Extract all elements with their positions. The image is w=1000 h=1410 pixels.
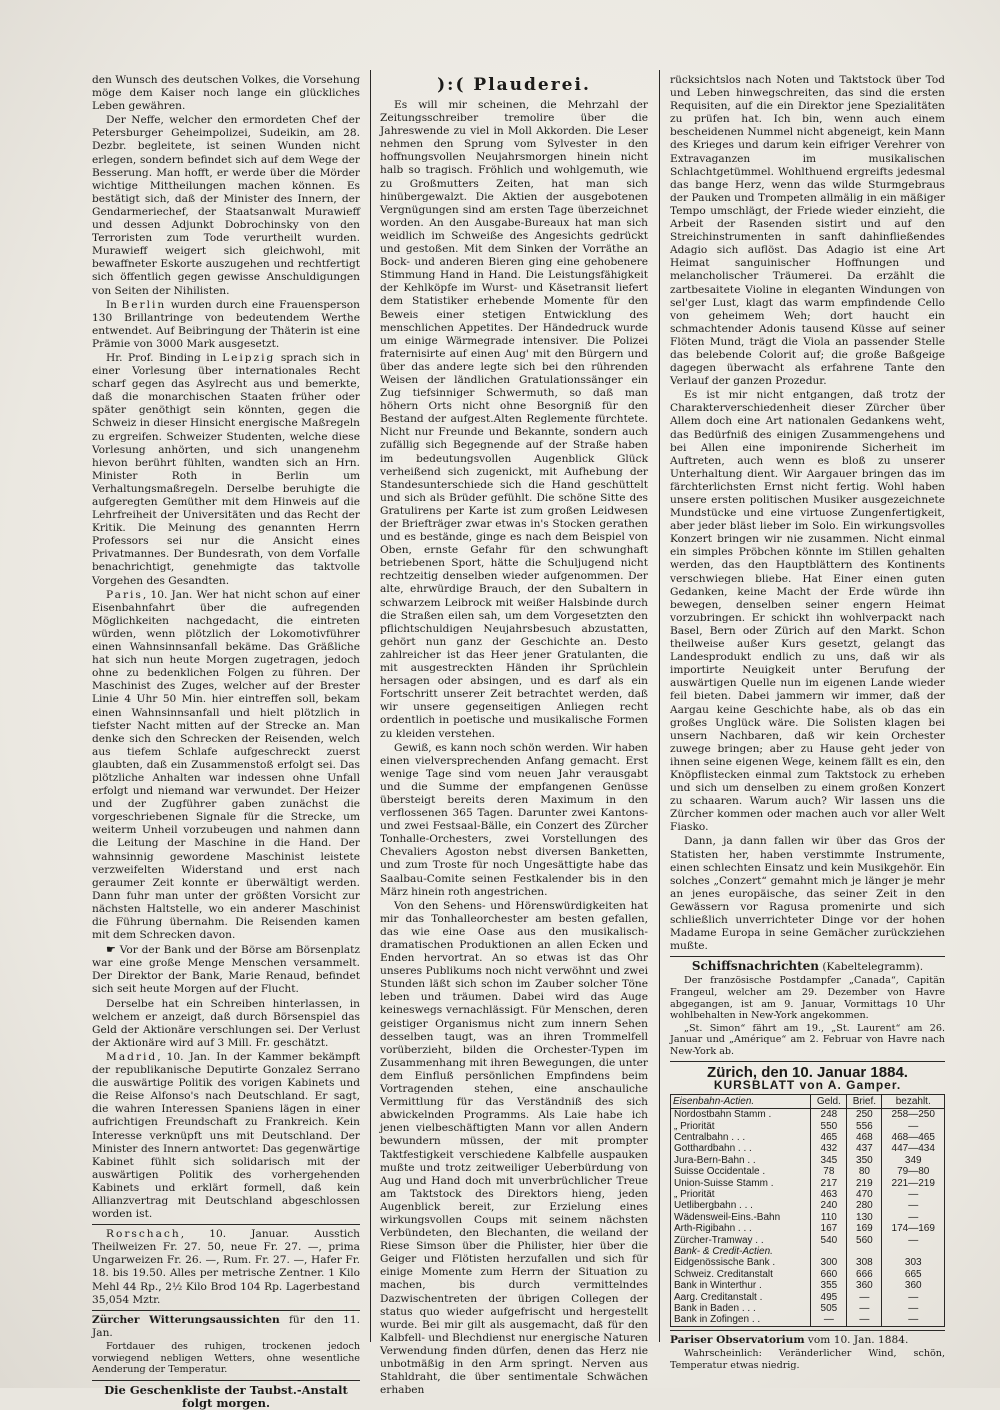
news-text: wurden durch eine Frauensperson 130 Brillantringe von bedeutendem Werthe entwendet. Auf Beibringung der Thäterin ist eine Prämie von 3000 Mark ausgesetzt. <box>92 298 360 350</box>
article-paragraph: rücksichtslos nach Noten und Taktstock über Tod und Leben hinwegschreiten, das sind die ersten Requisiten, auf die ein Direktor jene Spezialitäten zu prüfen hat. Ich bin, wenn auch einem bescheidenen Nummel nicht abgeneigt, kein Mann des Krieges und darum kein eifriger Verehrer von Extravaganzen im musikalischen Schlachtgetümmel. Wohlthuend ergreifts jedesmal das bange Herz, wenn das wilde Sturmgebraus der Pauken und Trompeten allmälig in ein mäßiger Tempo umschlägt, der Friede wieder einzieht, die Arbeit der Rasenden sistirt und auf den Streichinstrumenten in sanft dahinfließendes Adagio sich auflöst. Das Adagio ist eine Art Heimat sanguinischer Hoffnungen und melancholischer Träumerei. Da erzählt die zartbesaitete Violine in eleganten Windungen von sel'ger Lust, klagt das warm empfindende Cello von geheimem Weh; dort haucht ein schmachtender Adonis tausend Küsse auf seiner Flöten Mund, trägt die Viola an passender Stelle das belebende Colorit auf; die große Baßgeige dagegen überwacht als erfahrene Tante den Verlauf der ganzen Prozedur. <box>670 74 946 388</box>
news-paragraph <box>92 943 360 996</box>
table-cell-bezahlt: 349 <box>882 1155 945 1166</box>
table-cell-bezahlt: — <box>882 1200 945 1211</box>
table-cell-bezahlt: — <box>882 1212 945 1223</box>
news-paragraph <box>92 299 360 351</box>
news-text: Hr. Prof. Binding in <box>106 351 217 364</box>
table-cell-name: Zürcher-Tramway . . <box>671 1235 811 1246</box>
table-cell-bezahlt: 303 <box>882 1257 945 1268</box>
news-paragraph: Derselbe hat ein Schreiben hinterlassen, in welchem er anzeigt, daß durch Börsenspiel das Geld der Aktionäre verschlungen sei. Der Verlust der Aktionäre wird auf 3 Mill. Fr. geschätzt. <box>92 997 360 1049</box>
table-section-row <box>671 1246 945 1257</box>
table-cell-brief: 219 <box>847 1178 882 1189</box>
table-cell-name: Nordostbahn Stamm . <box>671 1109 811 1121</box>
news-text: , 10. Jan. Wer hat nicht schon auf einer Eisenbahnfahrt über die aufregenden Möglichkeiten nachgedacht, die eintreten würden, wenn plötzlich der Lokomotivführer einen Wahnsinnsanfall bekäme. Das Gräßliche hat sich nun heute Morgen zugetragen, jedoch ohne zu bedenklichen Folgen zu führen. Der Maschinist des Zuges, welcher auf der Brester Linie 4 Uhr 50 Min. hier eintreffen soll, bekam einen Wahnsinnsanfall und hielt plötzlich in tiefster Nacht mitten auf der Strecke an. Man denke sich den Schrecken der Reisenden, welch aus tiefem Schlafe aufgeschreckt zuerst glaubten, daß ein Zusammenstoß erfolgt sei. Das plötzliche Anhalten war indessen ohne Unfall erfolgt und niemand war verwundet. Der Heizer und der Zugführer gaben zunächst die vorgeschriebenen Signale für die Strecke, um weiterm Unheil vorzubeugen und nahmen dann die Leitung der Maschine in die Hand. Der wahnsinnig gewordene Maschinist leistete verzweifelten Widerstand und erst nach geraumer Zeit konnte er überwältigt werden. Dann fuhr man unter der größten Vorsicht zur nächsten Haltstelle, wo ein anderer Maschinist die Führung übernahm. Die Reisenden kamen mit dem Schrecken davon. <box>92 588 360 942</box>
column-rule-left <box>370 70 371 1342</box>
table-cell-name: Jura-Bern-Bahn . . <box>671 1155 811 1166</box>
news-text: , 10. Januar. Ausstich Theilweizen Fr. 27. 50, neue Fr. 27. —, prima Ungarweizen Fr. 26. —, Rum. Fr. 27. —, Hafer Fr. 18. bis 19.50. Alles per metrische Zentner. 1 Kilo Mehl 44 Rp., 2½ Kilo Brod 104 Rp. Lagerbestand 35,054 Mztr. <box>92 1228 360 1306</box>
table-cell-bezahlt: — <box>882 1235 945 1246</box>
table-row <box>671 1166 945 1177</box>
table-row <box>671 1189 945 1200</box>
table-cell-bezahlt: 447—434 <box>882 1143 945 1154</box>
market-paragraph <box>92 1228 360 1307</box>
observatory-heading <box>670 1334 945 1347</box>
news-paragraph <box>92 352 360 588</box>
table-cell-geld: 345 <box>811 1155 847 1166</box>
table-cell-name: „ Priorität <box>671 1121 811 1132</box>
table-cell-bezahlt: — <box>882 1314 945 1326</box>
table-cell-brief: 560 <box>847 1235 882 1246</box>
table-row <box>671 1314 945 1326</box>
dateline-place: Madrid <box>106 1050 158 1063</box>
table-cell-name: Uetlibergbahn . . . <box>671 1200 811 1211</box>
table-cell-brief: 169 <box>847 1223 882 1234</box>
article-paragraph: Von den Sehens- und Hörenswürdigkeiten hat mir das Tonhalleorchester am besten gefallen, das wie eine Oase aus den musikalisch-dramatischen Produktionen an allen Ecken und Enden hervortrat. An so etwas ist das Ohr unseres Publikums noch nicht verwöhnt und zwei Stunden läßt sich schon im Zauber solcher Töne leben und träumen. Dabei wird das Auge keineswegs vernachlässigt. Für Menschen, deren geistiger Organismus nicht zum innern Sehen desselben taugt, was an ihren Trommelfell vorüberzieht, bilden die Orchester-Typen im Zusammenhang mit ihren Bewegungen, die unter dem Einfluß persönlichen Empfindens beim Vortragenden stehen, eine anschauliche Vermittlung für das Verständniß des sich abwickelnden Programms. Als Laie habe ich jenen vielbeschäftigten Mann vor allen Andern bewundern müssen, der mit prompter Taktfestigkeit verschiedene Kalbfelle auspauken mußte und trotz zeitweiliger Ueberbürdung von Aug und Hand doch mit unverbrüchlicher Treue am Taktstock des Direktors hieng, jeden Augenblick bereit, zur Erzielung eines wirkungsvollen Coups mit seinem nächsten Verbündeten, den Blechanten, die weiland der Riese Simson über die Philister, hier über die Geiger und Flötisten herzufallen und sich für einige Momente zum Herrn der Situation zu machen, bis durch vermittelndes Dazwischentreten der übrigen Collegen der status quo wieder aufgefrischt und hergestellt wurde. Bei mir gilt als ausgemacht, daß für den Kalbfell- und Blechdienst nur energische Naturen Verwendung finden dürfen, denen das Herz nie unbotmäßig in den Arm springt. Nerven aus Stahldraht, die über sentimentale Schwächen erhaben <box>380 899 648 1397</box>
table-row <box>671 1200 945 1211</box>
table-cell-name: Gotthardbahn . . . <box>671 1143 811 1154</box>
dateline-place: Leipzig <box>222 351 276 364</box>
table-cell-brief: 470 <box>847 1189 882 1200</box>
bottom-notice: Die Geschenkliste der Taubst.-Anstalt folgt morgen. <box>92 1380 360 1410</box>
table-cell-geld: 300 <box>811 1257 847 1268</box>
table-cell-brief: — <box>847 1292 882 1303</box>
kursblatt-title: KURSBLATT von A. Gamper. <box>713 1077 902 1092</box>
column-header: Brief. <box>847 1094 882 1108</box>
table-cell-brief: 280 <box>847 1200 882 1211</box>
table-cell-name: Suisse Occidentale . <box>671 1166 811 1177</box>
table-cell-geld: 248 <box>811 1109 847 1121</box>
table-cell-name: Union-Suisse Stamm . <box>671 1178 811 1189</box>
table-row <box>671 1109 945 1121</box>
table-section-label: Bank- & Credit-Actien. <box>671 1246 811 1257</box>
news-text: , 10. Jan. In der Kammer bekämpft der republikanische Deputirte Gonzalez Serrano die auswärtige Politik des vorigen Kabinets und die Reise Alfonso's nach Deutschland. Er sagt, die wahren Interessen Spaniens lägen in einer aufrichtigen Freundschaft zu Frankreich. Kein Interesse verknüpft uns mit Deutschland. Der Minister des Innern antwortet: Das gegenwärtige Kabinet fühlt sich solidarisch mit der auswärtigen Politik des vorhergehenden Kabinets und erklärt formell, daß kein Allianzvertrag mit Deutschland abgeschlossen worden ist. <box>92 1050 360 1221</box>
observatory-text: Wahrscheinlich: Veränderlicher Wind, schön, Temperatur etwas niedrig. <box>670 1347 945 1371</box>
table-cell-bezahlt: — <box>882 1303 945 1314</box>
stock-table-body <box>671 1109 945 1327</box>
table-cell-bezahlt: 360 <box>882 1280 945 1291</box>
table-cell-geld: 550 <box>811 1121 847 1132</box>
table-cell-name: Bank in Winterthur . <box>671 1280 811 1291</box>
table-cell-geld: 660 <box>811 1269 847 1280</box>
table-row <box>671 1257 945 1268</box>
table-cell-brief: 308 <box>847 1257 882 1268</box>
news-text: In <box>106 298 118 311</box>
section-divider <box>92 1310 360 1311</box>
table-cell-brief: 666 <box>847 1269 882 1280</box>
table-cell-geld: 217 <box>811 1178 847 1189</box>
observatory-date: vom 10. Jan. 1884. <box>807 1333 909 1346</box>
table-cell-bezahlt: 79—80 <box>882 1166 945 1177</box>
table-cell-brief: 350 <box>847 1155 882 1166</box>
section-divider <box>92 1224 360 1225</box>
table-cell-geld: 465 <box>811 1132 847 1143</box>
pointing-hand-icon: ☛ <box>106 943 116 957</box>
table-cell-name: Arth-Rigibahn . . . <box>671 1223 811 1234</box>
section-divider <box>670 1061 945 1062</box>
table-cell-bezahlt: 665 <box>882 1269 945 1280</box>
table-header-row <box>671 1094 945 1108</box>
table-cell-brief: 556 <box>847 1121 882 1132</box>
table-cell-name: Schweiz. Creditanstalt <box>671 1269 811 1280</box>
shipping-heading <box>670 960 945 974</box>
section-divider <box>670 1330 945 1331</box>
table-cell-brief: — <box>847 1314 882 1326</box>
article-paragraph: Es ist mir nicht entgangen, daß trotz der Charakterverschiedenheit dieser Zürcher über Allem doch eine Art nationalen Gedankens weht, das Bedürfniß des einigen Zusammengehens und bei Allen eine imponirende Sicherheit im Auftreten, auch wenn es bloß zu unserer Unterhaltung dient. Wir Aargauer bringen das im färchterlichsten Ernst nicht fertig. Wohl haben unsere ersten politischen Musiker ausgezeichnete Mundstücke und eine virtuose Zungenfertigkeit, aber jeder bläst lieber im Solo. Ein wirkungsvolles Konzert bringen wir nie zusammen. Nicht einmal ein simples Pröbchen könnte im Stillen gehalten werden, das den Hauptblättern des Kontinents verschwiegen bliebe. Hat Einer einen guten Gedanken, keine Macht der Erde würde ihn bewegen, denselben seiner engern Heimat vorzubringen. Er schickt ihn wohlverpackt nach Basel, Bern oder Zürich auf den Markt. Schon theilweise außer Kurs gesetzt, gelangt das Landesprodukt endlich zu uns, daß wir als importirte Neuigkeit unter Berufung der auswärtigen Quelle nun im eigenen Lande wieder feil bieten. Dabei jammern wir immer, daß der Aargau keine Geschichte habe, als ob das ein großes Unglück wäre. Die Solisten klagen bei unsern Nachbaren, daß wir kein Orchester zuwege bringen; aber zu Hause geht jeder von ihnen seine eigenen Wege, keinem fällt es ein, den Knöpflistecken einmal zum Taktstock zu erheben und sich um denselben zu einem großen Konzert zu schaaren. Warum auch? Wir lassen uns die Zürcher kommen oder machen auch vor aller Welt Fiasko. <box>670 389 945 834</box>
table-row <box>671 1223 945 1234</box>
weather-title: Zürcher Witterungsaussichten <box>92 1313 280 1326</box>
dateline-place: Paris <box>106 588 143 601</box>
table-row <box>671 1212 945 1223</box>
section-divider <box>670 956 945 957</box>
table-cell-bezahlt: 258—250 <box>882 1109 945 1121</box>
table-row <box>671 1303 945 1314</box>
table-cell-geld: 240 <box>811 1200 847 1211</box>
table-row <box>671 1292 945 1303</box>
table-cell-bezahlt: 174—169 <box>882 1223 945 1234</box>
news-text: Vor der Bank und der Börse am Börsenplatz war eine große Menge Menschen versammelt. Der Direktor der Bank, Marie Renaud, befindet sich seit heute Morgen auf der Flucht. <box>92 944 360 996</box>
article-title: ):( Plauderei. <box>437 75 591 95</box>
column-header: Eisenbahn-Actien. <box>671 1094 811 1108</box>
table-row <box>671 1269 945 1280</box>
observatory-title: Pariser Observatorium <box>670 1333 805 1346</box>
column-header: Geld. <box>811 1094 847 1108</box>
table-cell-empty <box>882 1246 945 1257</box>
table-cell-geld: 78 <box>811 1166 847 1177</box>
table-cell-bezahlt: — <box>882 1292 945 1303</box>
news-paragraph <box>92 1051 360 1221</box>
article-paragraph: Gewiß, es kann noch schön werden. Wir haben einen vielversprechenden Anfang gemacht. Erst wenige Tage sind vom neuen Jahr verausgabt und die Summe der empfangenen Genüsse übersteigt bereits deren Maximum in den verflossenen 365 Tagen. Darunter zwei Kantons- und zwei Festsaal-Bälle, ein Conzert des Zürcher Tonhalle-Orchesters, zwei Vorstellungen des Chevaliers Agoston nebst diversen Banketten, und zum Troste für noch Ungesättigte habe das Saalbau-Comite seinen Festkalender bis in den März hinein roth angestrichen. <box>380 741 648 898</box>
table-row <box>671 1280 945 1291</box>
dateline-place: Berlin <box>121 298 167 311</box>
column-continuation <box>670 74 946 1371</box>
table-cell-geld: 540 <box>811 1235 847 1246</box>
table-cell-name: Bank in Baden . . . <box>671 1303 811 1314</box>
column-rule-right <box>659 70 660 1342</box>
column-news <box>92 74 361 1410</box>
table-cell-empty <box>811 1246 847 1257</box>
table-cell-bezahlt: 221—219 <box>882 1178 945 1189</box>
shipping-subtitle: (Kabeltelegramm). <box>822 961 924 974</box>
table-cell-geld: 355 <box>811 1280 847 1291</box>
table-cell-name: Wädensweil-Eins.-Bahn <box>671 1212 811 1223</box>
table-cell-geld: 505 <box>811 1303 847 1314</box>
weather-heading <box>92 1314 360 1340</box>
table-cell-brief: 250 <box>847 1109 882 1121</box>
table-cell-empty <box>847 1246 882 1257</box>
table-cell-brief: 360 <box>847 1280 882 1291</box>
article-paragraph: Dann, ja dann fallen wir über das Gros der Statisten her, haben verstimmte Instrumente, einen schlechten Einsatz und kein Musikgehör. Ein solches „Conzert“ gemahnt mich je länger je mehr an jenes europäische, das seiner Zeit in den Gewässern vor Ragusa promenirte und sich schließlich unverrichteter Dinge vor der hohen Madame Europa in seine Gemächer zurückziehen mußte. <box>670 835 945 953</box>
table-cell-geld: 432 <box>811 1143 847 1154</box>
table-cell-brief: — <box>847 1303 882 1314</box>
table-cell-name: Bank in Zofingen . . <box>671 1314 811 1326</box>
table-row <box>671 1155 945 1166</box>
column-header: bezahlt. <box>882 1094 945 1108</box>
stock-table <box>670 1094 945 1327</box>
news-text: sprach sich in einer Vorlesung über internationales Recht scharf gegen das Asylrecht aus und bemerkte, daß die monarchischen Staaten früher oder später genöthigt sein könnten, gegen die Schweiz in dieser Hinsicht energische Maßregeln zu ergreifen. Schweizer Studenten, welche diese Vorlesung anhörten, und sich unangenehm hievon berührt fühlten, wandten sich an Hrn. Minister Roth in Berlin um Verhaltungsmaßregeln. Derselbe beruhigte die aufgeregten Gemüther mit dem Hinweis auf die Lehrfreiheit der Universitäten und das Recht der Kritik. Die Meinung des genannten Herrn Professors sei nur die Ansicht eines Privatmannes. Der Bundesrath, von dem Vorfalle benachrichtigt, genehmigte das taktvolle Vorgehen des Gesandten. <box>92 351 361 587</box>
table-cell-brief: 80 <box>847 1166 882 1177</box>
market-date: Zürich, den 10. Januar 1884. <box>707 1063 908 1081</box>
shipping-text: „St. Simon“ fährt am 19., „St. Laurent“ am 26. Januar und „Amérique“ am 2. Februar von Havre nach New-York ab. <box>670 1022 945 1057</box>
table-row <box>671 1143 945 1154</box>
table-cell-bezahlt: — <box>882 1121 945 1132</box>
table-cell-bezahlt: 468—465 <box>882 1132 945 1143</box>
table-row <box>671 1178 945 1189</box>
shipping-text: Der französische Postdampfer „Canada“, Capitän Frangeul, welcher am 29. Dezember von Havre abgegangen, ist am 9. Januar, Vormittags 10 Uhr wohlbehalten in New-York angekommen. <box>670 975 945 1022</box>
table-row <box>671 1121 945 1132</box>
table-cell-bezahlt: — <box>882 1189 945 1200</box>
table-cell-name: „ Priorität <box>671 1189 811 1200</box>
news-paragraph <box>92 589 360 943</box>
weather-date: für den 11. Jan. <box>92 1313 361 1339</box>
weather-text: Fortdauer des ruhigen, trockenen jedoch vorwiegend nebligen Wetters, ohne wesentliche Aenderung der Temperatur. <box>92 1340 360 1376</box>
column-plauderei <box>380 74 648 1397</box>
table-cell-geld: 167 <box>811 1223 847 1234</box>
table-cell-geld: 495 <box>811 1292 847 1303</box>
news-paragraph: den Wunsch des deutschen Volkes, die Vorsehung möge dem Kaiser noch lange ein glückliches Leben gewähren. <box>92 74 360 113</box>
table-cell-brief: 468 <box>847 1132 882 1143</box>
shipping-title: Schiffsnachrichten <box>691 959 820 974</box>
table-cell-name: Eidgenössische Bank . <box>671 1257 811 1268</box>
table-cell-name: Aarg. Creditanstalt . <box>671 1292 811 1303</box>
news-paragraph: Der Neffe, welcher den ermordeten Chef der Petersburger Geheimpolizei, Sudeikin, am 28. Dezbr. begleitete, ist seinen Wunden nicht erlegen, sondern befindet sich auf dem Wege der Besserung. Man hofft, er werde über die Mörder wichtige Mittheilungen machen können. Es bestätigt sich, daß der Minister des Innern, der Gendarmeriechef, der Staatsanwalt Murawieff und dessen Adjunkt Dobrochinsky von den Terroristen zum Tode verurtheilt wurden. Murawieff weigert sich gleichwohl, mit bewaffneter Eskorte auszugehen und rechtfertigt sich öffentlich gegen gewisse Anschuldigungen von Seiten der Nihilisten. <box>92 114 360 297</box>
table-cell-brief: 437 <box>847 1143 882 1154</box>
table-cell-name: Centralbahn . . . <box>671 1132 811 1143</box>
table-row <box>671 1235 945 1246</box>
article-paragraph: Es will mir scheinen, die Mehrzahl der Zeitungsschreiber tremolire über die Jahreswende zu viel in Moll Akkorden. Die Leser nehmen den Sprung vom Sylvester in den hoffnungsvollen Neujahrsmorgen hinein nicht halb so tragisch. Fröhlich und wohlgemuth, wie zu Großmutters Zeiten, hat man sich hinübergewalzt. Die Aktien der ausgebotenen Vergnügungen sind am ersten Tage überzeichnet worden. An den Ausgabe-Bureaux hat man sich weidlich im Schweiße des Angesichts gedrückt und gestoßen. Mit dem Sinken der Vorräthe an Bock- und anderen Bieren ging eine gehobenere Stimmung Hand in Hand. Die Leistungsfähigkeit der Kehlköpfe im Wurst- und Käsetransit liefert dem Statistiker erhebende Momente für den Beweis einer stetigen Entwicklung des menschlichen Appetites. Der Händedruck wurde um einige Wärmegrade intensiver. Die Polizei fraternisirte auf einen Aug' mit den Bürgern und über das andere legte sich bei den rührenden Weisen der ländlichen Gratulationssänger ein Zug tiefsinniger Schwermuth, so daß man höhern Orts nicht ohne Besorgniß für den Bestand der aufgest.Alten Reglemente fürchtete. Nicht nur Freunde und Bekannte, sondern auch zufällig sich Begegnende auf der Straße haben im bedeutungsvollen Augenblick Glück verheißend sich zugenickt, mit Aufhebung der Standesunterschiede sich die Hand geschüttelt und sich als Brüder gefühlt. Die schöne Sitte des Gratulirens per Karte ist zum großen Leidwesen der Briefträger zwar etwas in's Stocken gerathen und es bestände, ginge es nach dem Beispiel von Oben, ernste Gefahr für den schwunghaft betriebenen Sport, hätte die Schuljugend nicht rechtzeitig denselben wieder aufgenommen. Der alte, ehrwürdige Brauch, der den Subaltern in schwarzem Leibrock mit weißer Halsbinde durch die Straßen eilen sah, um dem Vorgesetzten den pflichtschuldigen Neujahrsbesuch abzustatten, gehört nun ganz der Geschichte an. Desto zahlreicher ist das Heer jener Gratulanten, die mit ausgestreckten Händen ihr Sprüchlein hersagen oder absingen, und es darf als ein Fortschritt unserer Zeit betrachtet werden, daß wir unsere gegenseitigen Anliegen recht ordentlich in poetische und musikalische Formen zu kleiden verstehen. <box>380 99 648 740</box>
table-cell-brief: 130 <box>847 1212 882 1223</box>
table-cell-geld: 110 <box>811 1212 847 1223</box>
dateline-place: Rorschach <box>106 1228 181 1241</box>
table-cell-geld: 463 <box>811 1189 847 1200</box>
table-cell-geld: — <box>811 1314 847 1326</box>
table-row <box>671 1132 945 1143</box>
